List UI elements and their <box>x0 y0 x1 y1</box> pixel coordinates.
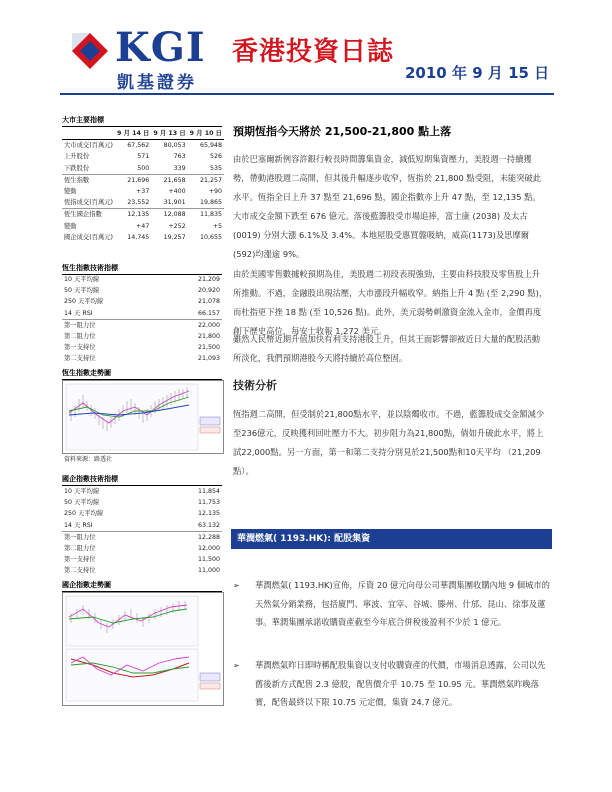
cell: 21,209 <box>197 276 220 283</box>
table-row <box>62 353 222 364</box>
cell: 21,658 <box>151 174 187 186</box>
column-header: 9 月 14 日 <box>115 128 151 140</box>
cell: 763 <box>173 153 186 161</box>
table-row <box>62 140 224 152</box>
row-label: 恆指成交(百萬元) <box>64 199 113 207</box>
row-label: 第一支持位 <box>64 556 96 564</box>
table-row <box>62 163 224 175</box>
table-row <box>62 197 224 209</box>
market-indicators-table <box>62 128 224 243</box>
table-row <box>62 497 222 508</box>
row-label: 50 天平均線 <box>64 287 100 295</box>
hscei-technical-table <box>62 486 222 577</box>
stock-bullet-paragraph: 華潤燃氣( 1193.HK)宣佈，斥資 20 億元向母公司華潤集團收購內地 9 個城市的天然氣分銷業務，包括廈門、寧波、宜宰、谷城、滕州、什邡、昆山、徐事及蓮事。華潤集團承諾收購資產截至今年底合併稅後盈利不少於 1 億元。 <box>255 580 550 627</box>
table-row <box>62 274 222 285</box>
cell: +400 <box>168 188 186 196</box>
row-label: 恆生指數 <box>62 174 115 186</box>
cell: 500 <box>137 164 150 172</box>
row-label: 上升股份 <box>64 153 90 161</box>
cell: 19,865 <box>199 199 222 207</box>
logo-chinese-name: 凱基證券 <box>117 73 197 93</box>
cell: +47 <box>136 222 150 230</box>
cell: +252 <box>168 222 186 230</box>
cell: 23,552 <box>127 199 150 207</box>
cell: 67,562 <box>127 142 150 150</box>
row-label: 第一阻力位 <box>62 319 162 331</box>
outlook-paragraph: 雖然人民幣近期升值加快有利支持港股上升，但其王面影響卻被近日大量的配股活動所淡化，我們預期港股今天將持續於高位整固。 <box>233 334 540 363</box>
table-row <box>62 486 222 497</box>
cell: 11,000 <box>197 567 220 575</box>
cell: +90 <box>208 188 222 196</box>
row-label: 10 天平均線 <box>64 488 100 495</box>
hsi-technical-table <box>62 274 222 365</box>
hsi-chart-image <box>62 380 224 454</box>
cell: 12,135 <box>197 510 220 518</box>
bullet-arrow-icon: ➢ <box>233 581 240 590</box>
row-label: 第二支持位 <box>64 567 96 575</box>
cell: 11,500 <box>197 556 220 564</box>
cell: 31,901 <box>163 199 186 207</box>
cell: 21,500 <box>197 344 220 352</box>
table-row <box>62 543 222 554</box>
hscei-chart-title: 國企指數走勢圖 <box>62 580 222 592</box>
us-market-paragraph: 由於美國零售數據較預期為佳，美股週二初段表現強勁，主要由科技股及零售股上升所推動。不過，金融股出現沽壓，大市漲段升幅收窄。納指上升 4 點 (至 2,290 點)，而杜指更下挫 18 點 (至 10,526 點)。此外，美元弱勢刺激資金流入金市，金價再度創下歷史高位，每安士收報 1,272 美元。 <box>233 269 548 336</box>
row-label: 50 天平均線 <box>64 499 100 507</box>
row-label: 國企成交(百萬元) <box>64 233 113 241</box>
row-label: 14 天 RSI <box>64 521 93 529</box>
table-header-row <box>62 128 224 140</box>
row-label: 250 天平均線 <box>64 298 104 306</box>
row-label: 恆生國企指數 <box>62 209 115 221</box>
cell: 22,000 <box>162 319 222 331</box>
technical-analysis-paragraph: 恆指週二高開，但受制於21,800點水平，並以陰燭收市。不過，藍籌股成交金額減少至236億元，反映獲利回吐壓力不大。初步阻力為21,800點，倘如升破此水平，將上試22,000點。另一方面，第一和第二支持分別見於21,500點和10天平均 （21,209點）。 <box>233 409 545 476</box>
cell: 535 <box>209 164 222 172</box>
hsi-chart-title: 恆生指數走勢圖 <box>62 368 222 380</box>
cell: 11,835 <box>188 209 224 221</box>
table-row <box>62 508 222 519</box>
bullet-arrow-icon: ➢ <box>233 661 240 670</box>
technical-analysis-heading: 技術分析 <box>233 379 277 392</box>
cell: 571 <box>137 153 150 161</box>
table-row <box>62 565 222 576</box>
stock-section-bar: 華潤燃氣( 1193.HK): 配股集資 <box>231 529 552 549</box>
kgi-logo-icon <box>72 33 108 69</box>
table-row <box>62 319 222 331</box>
header-divider <box>60 93 554 95</box>
cell: 526 <box>209 153 222 161</box>
row-label: 變動 <box>64 222 77 230</box>
cell: 12,135 <box>115 209 151 221</box>
stock-bullet-paragraph: 華潤燃氣昨日即時稱配股集資以支付收購資產的代價，市場消息透露，公司以先舊後新方式配售 2.3 億股，配售價介乎 10.75 至 10.95 元。華潤燃氣昨晚落實，配售最終以下限 10.75 元定價，集資 24.7 億元。 <box>255 660 546 707</box>
table-row <box>62 151 224 162</box>
cell: 10,655 <box>199 233 222 241</box>
cell: 65,948 <box>199 142 222 150</box>
row-label: 第一支持位 <box>64 344 96 352</box>
row-label: 變動 <box>64 188 77 196</box>
row-label: 第一阻力位 <box>62 531 162 543</box>
cell: 21,800 <box>197 333 220 341</box>
column-header: 9 月 13 日 <box>151 128 187 140</box>
cell: 12,000 <box>197 545 220 553</box>
cell: 14,745 <box>127 233 150 241</box>
chart-source: 資料來源：路透社 <box>64 456 113 463</box>
table-row <box>62 520 222 532</box>
cell: +37 <box>136 188 150 196</box>
cell: +5 <box>212 222 222 230</box>
hscei-technical-title: 國企指數技術指標 <box>62 474 222 486</box>
cell: 11,854 <box>197 488 220 495</box>
hscei-chart-image <box>62 592 224 706</box>
table-row <box>62 342 222 353</box>
cell: 21,093 <box>197 355 220 363</box>
cell: 21,257 <box>188 174 224 186</box>
table-row <box>62 296 222 307</box>
table-row <box>62 308 222 320</box>
row-label: 250 天平均線 <box>64 510 104 518</box>
report-date: 2010 年 9 月 15 日 <box>405 64 550 82</box>
cell: 12,288 <box>162 531 222 543</box>
table-row <box>62 232 224 243</box>
row-label: 第二支持位 <box>64 355 96 363</box>
column-header: 9 月 10 日 <box>188 128 224 140</box>
row-label: 第二阻力位 <box>64 333 96 341</box>
row-label: 下跌股份 <box>64 164 90 172</box>
logo-wordmark: KGI <box>115 24 206 71</box>
main-headline: 預期恆指今天將於 21,500-21,800 點上落 <box>233 125 452 138</box>
table-row <box>62 186 224 197</box>
row-label: 大市成交(百萬元) <box>64 142 113 150</box>
table-row <box>62 531 222 543</box>
row-label: 10 天平均線 <box>64 276 100 283</box>
cell: 339 <box>173 164 186 172</box>
cell: 12,088 <box>151 209 187 221</box>
table-row <box>62 554 222 565</box>
row-label: 第二阻力位 <box>64 545 96 553</box>
cell: 21,696 <box>115 174 151 186</box>
column-header <box>62 128 115 140</box>
cell: 80,053 <box>163 142 186 150</box>
table-row <box>62 285 222 296</box>
cell: 63.132 <box>197 521 220 529</box>
cell: 11,753 <box>197 499 220 507</box>
table-row <box>62 221 224 232</box>
table-row <box>62 174 224 186</box>
market-indicators-title: 大市主要指標 <box>62 115 222 127</box>
row-label: 14 天 RSI <box>64 309 93 317</box>
market-commentary-paragraph: 由於巴塞爾新例容許銀行較長時間籌集資金，減低短期集資壓力，美股週一持續獲勢，帶動港股週二高開，但其後升幅逐步收窄，恆指於 21,800 點受阻，未能突破此水平。恆指全日上升 37 點至 21,696 點，國企指數亦上升 47 點，至 12,135 點。大市成交金額下跌至 676 億元。落後藍籌股受市場追捧，富士康 (2038) 及太古 (0019) 分別大漲 6.1%及 3.4%。本地屋股受惠買盤吸納，威高(1173)及思摩爾(592)均漲逾 9%。 <box>233 154 542 259</box>
table-row <box>62 331 222 342</box>
report-title: 香港投資日誌 <box>232 37 395 67</box>
cell: 19,257 <box>163 233 186 241</box>
cell: 20,920 <box>197 287 220 295</box>
cell: 66.157 <box>197 309 220 317</box>
cell: 21,078 <box>197 298 220 306</box>
hsi-technical-title: 恆生指數技術指標 <box>62 263 222 275</box>
table-row <box>62 209 224 221</box>
